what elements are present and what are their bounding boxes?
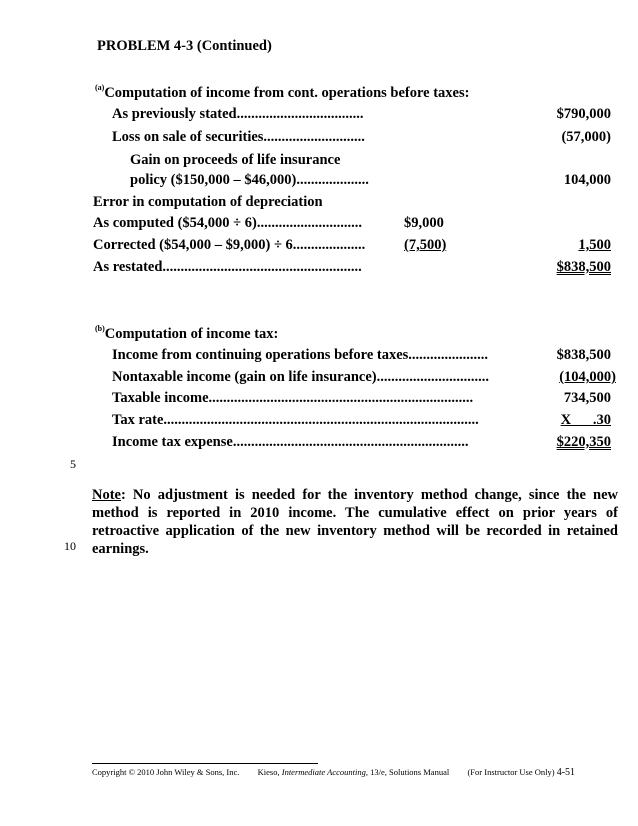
line-number-10: 10	[64, 539, 76, 553]
section-a-heading-text: Computation of income from cont. operations before taxes:	[104, 85, 470, 101]
row-label: Gain on proceeds of life insurance	[130, 152, 341, 168]
row-value: $790,000	[556, 106, 611, 122]
section-b-marker: (b)	[95, 324, 105, 333]
row-label: Error in computation of depreciation	[93, 194, 323, 210]
row-value-col1: $9,000	[404, 215, 444, 231]
row-value: 104,000	[563, 172, 611, 188]
row-label: Corrected ($54,000 – $9,000) ÷ 6....................	[93, 237, 366, 253]
row-value-total: $220,350	[556, 434, 611, 450]
row-label: Nontaxable income (gain on life insurance)...............................	[112, 369, 489, 385]
row-label: Taxable income.........................................................................	[112, 390, 474, 406]
section-a-heading	[95, 85, 469, 102]
row-value-total: $838,500	[556, 259, 611, 275]
footer-copyright: Copyright © 2010 John Wiley & Sons, Inc.	[92, 767, 240, 777]
row-value: (104,000)	[559, 369, 616, 385]
row-label: As restated.......................................................	[93, 259, 362, 275]
row-value: 734,500	[563, 390, 611, 406]
note-paragraph	[92, 486, 618, 558]
section-a-marker: (a)	[95, 83, 105, 92]
row-label: As previously stated...................................	[112, 106, 364, 122]
row-value: (57,000)	[561, 129, 611, 145]
row-label: Tax rate.......................................................................................	[112, 412, 479, 428]
page-footer	[92, 767, 575, 778]
footer-page-number: 4-51	[556, 767, 576, 778]
section-b-heading-text: Computation of income tax:	[104, 326, 279, 342]
note-text: : No adjustment is needed for the inventory method change, since the new method is reported in 2010 income. The cumulative effect on prior years of retroactive application of the new inventory method will be recorded in retained earnings.	[92, 487, 618, 557]
footer-use: (For Instructor Use Only)	[467, 767, 555, 777]
section-b-heading	[95, 326, 278, 343]
row-value-col1: (7,500)	[404, 237, 447, 253]
footer-book-title: Intermediate Accounting	[281, 767, 366, 777]
line-number-5: 5	[70, 457, 76, 471]
row-value: 1,500	[578, 237, 611, 253]
footer-book-prefix: Kieso,	[257, 767, 282, 777]
row-value: X .30	[560, 412, 611, 428]
row-label: Income from continuing operations before taxes......................	[112, 347, 489, 363]
footer-book-suffix: , 13/e, Solutions Manual	[365, 767, 450, 777]
row-label: As computed ($54,000 ÷ 6).............................	[93, 215, 362, 231]
row-label: policy ($150,000 – $46,000)....................	[130, 172, 369, 188]
row-label: Income tax expense.................................................................	[112, 434, 469, 450]
footer-rule	[92, 763, 318, 764]
note-label: Note	[92, 487, 121, 503]
page-title: PROBLEM 4-3 (Continued)	[97, 38, 272, 54]
row-value: $838,500	[556, 347, 611, 363]
row-label: Loss on sale of securities............................	[112, 129, 365, 145]
